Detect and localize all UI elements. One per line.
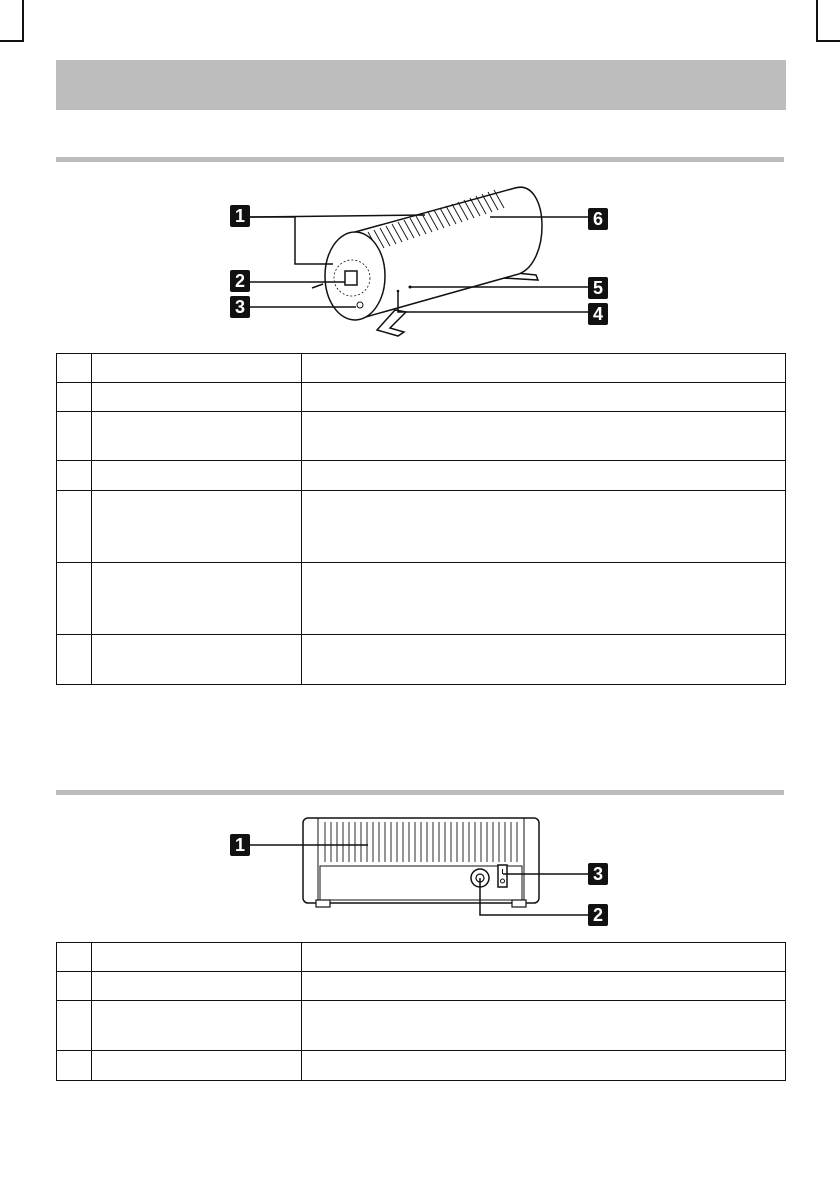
back-section-rule: [56, 790, 784, 795]
table-cell-number: [57, 383, 92, 412]
callout-badge-3: [230, 296, 250, 318]
reset-button: [357, 302, 363, 308]
power-switch: [498, 865, 507, 887]
svg-text:1: 1: [234, 206, 246, 226]
front-section-rule: [56, 157, 784, 162]
svg-text:4: 4: [592, 304, 604, 324]
usb-port: [345, 271, 357, 285]
back-parts-table: [56, 942, 786, 1081]
crop-mark-top-left-v: [22, 0, 24, 42]
table-cell-name: [92, 491, 302, 563]
table-cell-name: [92, 1051, 302, 1081]
table-row: [57, 383, 786, 412]
callout-badge-3: [588, 863, 608, 885]
svg-text:2: 2: [592, 905, 604, 925]
table-cell-description: [302, 943, 786, 972]
table-cell-number: [57, 354, 92, 383]
table-row: [57, 1001, 786, 1051]
table-cell-number: [57, 943, 92, 972]
table-cell-name: [92, 943, 302, 972]
table-cell-name: [92, 354, 302, 383]
table-cell-name: [92, 635, 302, 685]
svg-text:6: 6: [592, 209, 604, 229]
crop-mark-top-right-h: [816, 40, 840, 42]
table-cell-name: [92, 1001, 302, 1051]
svg-text:3: 3: [592, 864, 604, 884]
table-cell-number: [57, 491, 92, 563]
table-cell-description: [302, 383, 786, 412]
table-cell-number: [57, 972, 92, 1001]
table-cell-description: [302, 972, 786, 1001]
back-view-figure: [220, 812, 620, 932]
callout-badge-2: [230, 270, 250, 292]
svg-text:5: 5: [592, 278, 604, 298]
svg-text:3: 3: [234, 297, 246, 317]
front-parts-table: [56, 353, 786, 685]
table-cell-name: [92, 383, 302, 412]
table-row: [57, 563, 786, 635]
svg-text:2: 2: [234, 271, 246, 291]
front-view-figure: [220, 180, 620, 345]
table-cell-description: [302, 354, 786, 383]
table-cell-name: [92, 461, 302, 491]
crop-mark-top-right-v: [816, 0, 818, 42]
table-cell-name: [92, 412, 302, 461]
table-row: [57, 635, 786, 685]
crop-mark-top-left-h: [0, 40, 24, 42]
table-cell-description: [302, 635, 786, 685]
table-cell-number: [57, 1001, 92, 1051]
table-row: [57, 354, 786, 383]
table-row: [57, 491, 786, 563]
table-row: [57, 412, 786, 461]
callout-badge-1: [230, 205, 250, 227]
table-cell-number: [57, 412, 92, 461]
table-cell-description: [302, 412, 786, 461]
callout-badge-6: [588, 208, 608, 230]
callout-badge-2: [588, 904, 608, 926]
table-row: [57, 461, 786, 491]
callout-badge-4: [588, 303, 608, 325]
table-cell-description: [302, 1001, 786, 1051]
table-cell-number: [57, 563, 92, 635]
callout-badge-1: [230, 834, 250, 856]
table-row: [57, 1051, 786, 1081]
table-row: [57, 972, 786, 1001]
table-row: [57, 943, 786, 972]
table-cell-number: [57, 1051, 92, 1081]
table-cell-description: [302, 1051, 786, 1081]
table-cell-name: [92, 563, 302, 635]
table-cell-description: [302, 461, 786, 491]
table-cell-description: [302, 491, 786, 563]
table-cell-number: [57, 635, 92, 685]
table-cell-number: [57, 461, 92, 491]
table-cell-name: [92, 972, 302, 1001]
table-cell-description: [302, 563, 786, 635]
header-bar: [56, 60, 786, 110]
callout-badge-5: [588, 277, 608, 299]
svg-text:1: 1: [234, 835, 246, 855]
